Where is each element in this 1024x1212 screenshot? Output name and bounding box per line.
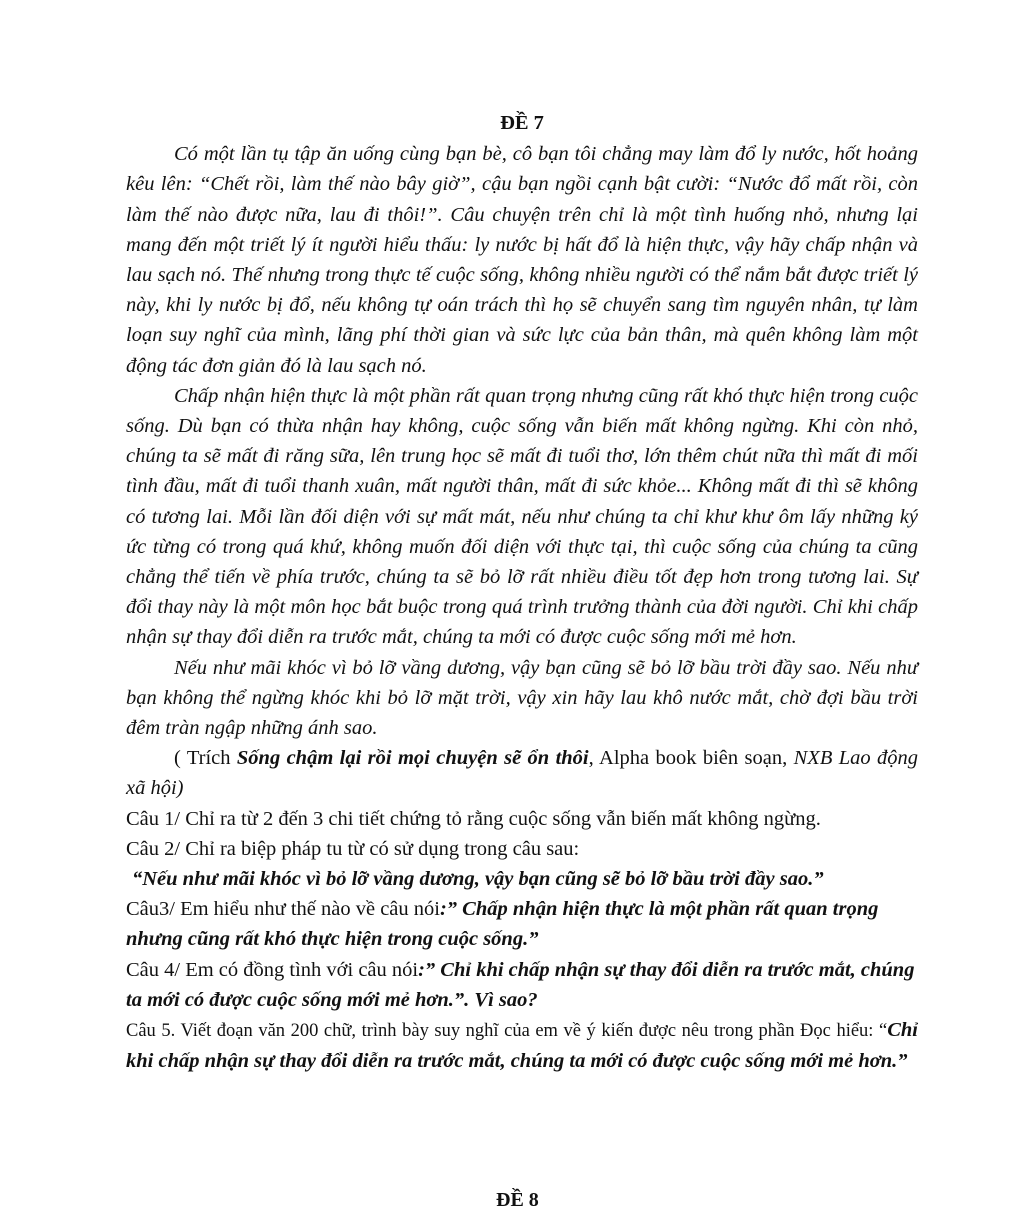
source-prefix: ( Trích [174,747,237,770]
source-book-title: Sống chậm lại rồi mọi chuyện sẽ ổn thôi [236,747,589,770]
passage-paragraph-2: Chấp nhận hiện thực là một phần rất quan trọng nhưng cũng rất khó thực hiện trong cuộc sống. Dù bạn có thừa nhận hay không, cuộc sống vẫn biến mất không ngừng. Khi còn nhỏ, chúng ta sẽ mất đi răng sữa, lên trung học sẽ mất đi tuổi thơ, lớn thêm chút nữa thì mất đi mối tình đầu, mất đi tuổi thanh xuân, mất người thân, mất đi sức khỏe... Không mất đi thì sẽ không có tương lai. Mỗi lần đối diện với sự mất mát, nếu như chúng ta chỉ khư khư ôm lấy những ký ức từng có trong quá khứ, không muốn đối diện với thực tại, thì cuộc sống của chúng ta cũng chẳng thể tiến về phía trước, chúng ta sẽ bỏ lỡ rất nhiều điều tốt đẹp hơn trong tương lai. Sự đổi thay này là một môn học bắt buộc trong quá trình trưởng thành của đời người. Chỉ khi chấp nhận sự thay đổi diễn ra trước mắt, chúng ta mới có được cuộc sống mới mẻ hơn. [126,384,918,649]
question-3 [126,894,918,954]
question-2: Câu 2/ Chỉ ra biệp pháp tu từ có sử dụng trong câu sau: [126,837,580,860]
question-5-prefix: Câu 5. Viết đoạn văn 200 chữ, trình bày suy nghĩ của em về ý kiến được nêu trong phần Đọc hiểu: “ [126,1021,888,1042]
question-1: Câu 1/ Chỉ ra từ 2 đến 3 chi tiết chứng tỏ rằng cuộc sống vẫn biến mất không ngừng. [126,807,821,830]
source-publisher: NXB Lao động xã hội) [126,747,918,800]
question-2-quote: “Nếu như mãi khóc vì bỏ lỡ vầng dương, vậy bạn cũng sẽ bỏ lỡ bầu trời đầy sao.” [132,868,824,891]
source-citation [126,743,918,803]
question-5-quote: Chỉ khi chấp nhận sự thay đổi diễn ra trước mắt, chúng ta mới có được cuộc sống mới mẻ hơn.” [126,1019,918,1073]
question-3-prefix: Câu3/ Em hiểu như thế nào về câu nói [126,898,440,921]
question-5 [126,1015,918,1077]
question-4-prefix: Câu 4/ Em có đồng tình với câu nói [126,958,419,981]
question-4 [126,955,918,1015]
passage-paragraph-1: Có một lần tụ tập ăn uống cùng bạn bè, cô bạn tôi chẳng may làm đổ ly nước, hốt hoảng kêu lên: “Chết rồi, làm thế nào bây giờ”, cậu bạn ngồi cạnh bật cười: “Nước đổ mất rồi, còn làm thế nào được nữa, lau đi thôi!”. Câu chuyện trên chỉ là một tình huống nhỏ, nhưng lại mang đến một triết lý ít người hiểu thấu: ly nước bị hất đổ là hiện thực, vậy hãy chấp nhận và lau sạch nó. Thế nhưng trong thực tế cuộc sống, không nhiều người có thể nắm bắt được triết lý này, khi ly nước bị đổ, nếu không tự oán trách thì họ sẽ chuyển sang tìm nguyên nhân, tự làm loạn suy nghĩ của mình, lãng phí thời gian và sức lực của bản thân, mà quên không làm một động tác đơn giản đó là lau sạch nó. [126,143,918,377]
question-4-quote: :” Chỉ khi chấp nhận sự thay đổi diễn ra trước mắt, chúng ta mới có được cuộc sống mới mẻ hơn.”. Vì sao? [126,958,915,1011]
source-middle: , Alpha book biên soạn, [588,747,794,770]
question-3-quote: :” Chấp nhận hiện thực là một phần rất quan trọng nhưng cũng rất khó thực hiện trong cuộc sống.” [126,898,879,951]
next-section-heading-cut-off: ĐỀ 8 [496,1189,539,1211]
document-page [126,108,918,1078]
page-title: ĐỀ 7 [500,112,544,134]
passage-paragraph-3: Nếu như mãi khóc vì bỏ lỡ vầng dương, vậy bạn cũng sẽ bỏ lỡ bầu trời đầy sao. Nếu như bạn không thể ngừng khóc khi bỏ lỡ mặt trời, vậy xin hãy lau khô nước mắt, chờ đợi bầu trời đêm tràn ngập những ánh sao. [126,656,918,740]
